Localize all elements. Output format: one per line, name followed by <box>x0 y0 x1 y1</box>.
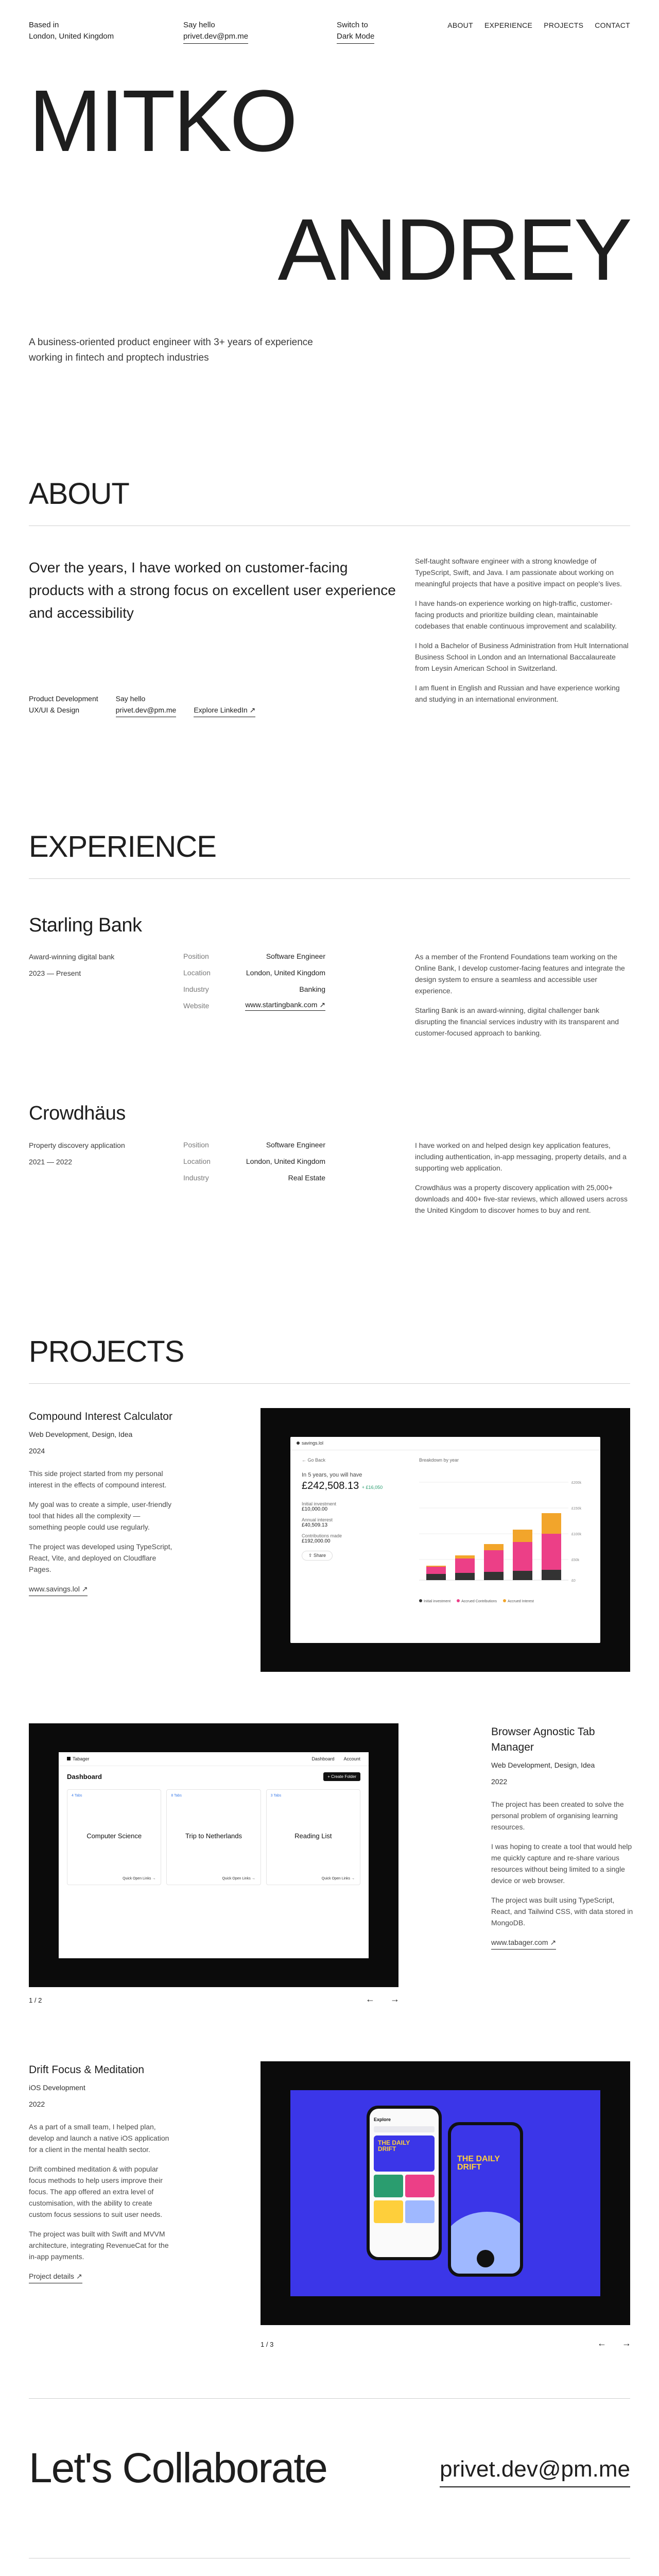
job-tagline: Property discovery application <box>29 1141 125 1149</box>
job-row-value: London, United Kingdom <box>246 1157 325 1165</box>
switch-label: Switch to <box>337 21 368 29</box>
carousel-prev-button[interactable] <box>366 1994 375 2005</box>
nav-experience[interactable]: EXPERIENCE <box>484 21 533 29</box>
calc-share-label: Share <box>314 1553 326 1558</box>
main-nav <box>447 20 630 31</box>
about-hello <box>116 693 177 717</box>
job-row-value: Real Estate <box>288 1174 325 1182</box>
project-paragraph: My goal was to create a simple, user-friendly tool that hides all the complexity — something people could use regularly. <box>29 1500 171 1531</box>
calc-share-button <box>302 1551 333 1561</box>
nav-about[interactable]: ABOUT <box>447 21 473 29</box>
arrow-right-icon: → <box>390 1994 400 2004</box>
project-screenshot-tabager[interactable] <box>29 1723 398 1987</box>
legend-label: Accrued Interest <box>508 1600 534 1603</box>
calc-axis-labels <box>571 1481 582 1583</box>
tabager-title: Dashboard <box>67 1773 102 1781</box>
job-row-value: Software Engineer <box>266 1141 325 1149</box>
drift-tile <box>405 2175 435 2197</box>
legend-item <box>457 1599 497 1603</box>
folder-tag: 4 Tabs <box>72 1794 82 1798</box>
project-title: Drift Focus & Meditation <box>29 2064 145 2076</box>
drift-hero-line: THE DAILY <box>457 2155 500 2163</box>
about-paragraph: Self-taught software engineer with a strong knowledge of TypeScript, Swift, and Java. I am passionate about working on meaningful projects that have a positive impact on people's lives. <box>415 557 622 588</box>
hello-label: Say hello <box>183 21 215 29</box>
project-paragraph: The project has been created to solve the personal problem of organising learning resources. <box>491 1800 624 1831</box>
about-meta <box>29 693 255 717</box>
location-label: Based in <box>29 21 59 29</box>
about-title: ABOUT <box>29 477 129 511</box>
calc-bar-segment <box>484 1544 504 1550</box>
project-paragraph: This side project started from my personal interest in the effects of compound interest. <box>29 1469 167 1489</box>
drift-tile <box>374 2200 403 2223</box>
folder-tag: 8 Tabs <box>171 1794 182 1798</box>
carousel-next-button[interactable] <box>390 1994 400 2005</box>
theme-switch <box>337 20 374 44</box>
project-meta: iOS Development <box>29 2083 85 2092</box>
legend-label: Accrued Contributions <box>461 1600 497 1603</box>
job-details <box>183 948 325 1014</box>
location-value: London, United Kingdom <box>29 32 114 41</box>
folder-card <box>166 1789 261 1885</box>
job-description <box>415 1140 631 1224</box>
job-row-key: Website <box>183 1002 210 1010</box>
calc-bar-segment <box>542 1570 561 1580</box>
project-meta: Web Development, Design, Idea <box>491 1761 595 1769</box>
hello-email-link[interactable]: privet.dev@pm.me <box>183 31 248 44</box>
calc-field <box>302 1533 405 1544</box>
drift-hero-line: DRIFT <box>457 2163 482 2172</box>
tabager-nav <box>311 1756 360 1761</box>
phone-screen <box>451 2125 520 2274</box>
folder-quick-open: Quick Open Links → <box>222 1877 255 1880</box>
tabager-app <box>59 1752 369 1958</box>
calc-bar-segment <box>513 1571 532 1580</box>
legend-dot <box>457 1599 460 1602</box>
job-tagline: Award-winning digital bank <box>29 953 115 961</box>
share-icon: ⇪ <box>308 1553 314 1558</box>
job-row <box>183 948 325 964</box>
axis-tick: £150k <box>571 1507 582 1511</box>
calc-bar-segment <box>484 1550 504 1572</box>
nav-projects[interactable]: PROJECTS <box>544 21 584 29</box>
project-info <box>29 2062 173 2283</box>
tabager-nav-item: Account <box>343 1756 360 1761</box>
drift-tiles <box>374 2175 435 2197</box>
calc-bar-segment <box>426 1566 446 1567</box>
drift-banner <box>374 2136 435 2172</box>
job-summary <box>29 1140 125 1167</box>
calc-panel <box>302 1458 405 1561</box>
hero-first-name: MITKO <box>29 72 296 170</box>
linkedin-link[interactable]: Explore LinkedIn ↗ <box>194 704 255 717</box>
calc-logo-icon <box>297 1442 300 1445</box>
hero-last-name: ANDREY <box>278 201 630 299</box>
legend-label: Initial investment <box>424 1600 451 1603</box>
nav-contact[interactable]: CONTACT <box>595 21 630 29</box>
project-paragraph: Drift combined meditation & with popular focus methods to help users improve their focus. The app offered an extra level of customisation, with the ability to create custom focus sessions to suit user needs. <box>29 2165 163 2218</box>
drift-search <box>374 2126 435 2132</box>
project-screenshot-drift[interactable] <box>261 2061 630 2325</box>
job-paragraph: As a member of the Frontend Foundations team working on the Online Bank, I develop customer-facing features and integrate the design system to ensure a seamless and accessible user experience. <box>415 953 625 995</box>
calc-field-label: Contributions made <box>302 1533 342 1538</box>
calc-bar-segment <box>484 1572 504 1580</box>
calculator-app <box>290 1437 600 1643</box>
folder-name: Computer Science <box>86 1832 142 1840</box>
job-paragraph: Crowdhäus was a property discovery application with 25,000+ downloads and 400+ five-star reviews, which allowed users across the United Kingdom to discover homes to buy and rent. <box>415 1183 628 1214</box>
job-period: 2021 — 2022 <box>29 1158 73 1166</box>
project-link[interactable]: Project details ↗ <box>29 2270 82 2283</box>
calc-amount-value: £242,508.13 <box>302 1480 359 1492</box>
job-row <box>183 1170 325 1186</box>
experience-divider <box>29 878 630 879</box>
axis-tick: £50k <box>571 1558 580 1562</box>
job-row-key: Position <box>183 1141 209 1149</box>
project-paragraph: I was hoping to create a tool that would help me quickly capture and re-share various resources without being limited to a single device or web browser. <box>491 1842 632 1885</box>
legend-item <box>419 1599 450 1603</box>
legend-item <box>503 1599 534 1603</box>
job-company: Crowdhäus <box>29 1103 126 1124</box>
collab-title: Let's Collaborate <box>29 2445 327 2492</box>
calc-bar-segment <box>455 1558 475 1573</box>
hero-subtitle: A business-oriented product engineer with 3+ years of experience working in fintech and proptech industries <box>29 337 313 363</box>
job-row-key: Location <box>183 1157 211 1165</box>
project-meta: Web Development, Design, Idea <box>29 1430 133 1438</box>
about-hello-label: Say hello <box>115 694 146 703</box>
about-linkedin-wrap <box>194 693 255 717</box>
drift-banner-line: THE DAILY <box>378 2139 410 2146</box>
calc-bar-segment <box>455 1573 475 1580</box>
axis-tick: £0 <box>571 1579 576 1583</box>
tabager-folders <box>59 1787 369 1887</box>
job-row <box>183 997 325 1014</box>
drift-explore-title: Explore <box>374 2117 391 2122</box>
job-description <box>415 951 631 1047</box>
project-year: 2022 <box>29 2100 45 2108</box>
experience-title: EXPERIENCE <box>29 830 216 863</box>
project-year: 2024 <box>29 1447 45 1455</box>
job-row <box>183 964 325 981</box>
legend-dot <box>503 1599 506 1602</box>
calc-field-value: £40,509.13 <box>302 1522 328 1528</box>
project-title: Compound Interest Calculator <box>29 1411 172 1422</box>
job-row-key: Industry <box>183 985 209 993</box>
carousel-counter: 1 / 3 <box>261 2341 274 2348</box>
calc-field-label: Annual interest <box>302 1517 333 1522</box>
play-button-icon <box>477 2250 494 2267</box>
drift-banner-line: DRIFT <box>378 2145 396 2153</box>
calc-bar-segment <box>513 1530 532 1542</box>
arrow-right-icon: → <box>622 2338 631 2348</box>
about-email-link[interactable]: privet.dev@pm.me <box>116 704 177 717</box>
project-link[interactable]: www.savings.lol ↗ <box>29 1583 88 1596</box>
hello-block <box>183 20 248 44</box>
job-paragraph: I have worked on and helped design key application features, including authentication, in-app messaging, property details, and a supporting web application. <box>415 1141 627 1172</box>
folder-name: Trip to Netherlands <box>185 1832 242 1840</box>
carousel-controls <box>366 1994 400 2005</box>
project-paragraph: The project was built with Swift and MVVM architecture, integrating RevenueCat for the in-app payments. <box>29 2230 169 2261</box>
project-year: 2022 <box>491 1777 508 1786</box>
location-block <box>29 20 114 42</box>
calc-delta: + £16,050 <box>361 1485 383 1490</box>
calc-bar-chart <box>419 1467 589 1596</box>
project-info <box>491 1724 635 1950</box>
project-info <box>29 1409 173 1596</box>
carousel-next-button[interactable] <box>622 2338 631 2349</box>
carousel-counter: 1 / 2 <box>29 1996 42 2004</box>
projects-divider <box>29 1383 630 1384</box>
calc-field-value: £10,000.00 <box>302 1506 328 1512</box>
legend-dot <box>419 1599 422 1602</box>
calc-chart-panel <box>419 1458 589 1612</box>
calc-bar-segment <box>426 1574 446 1580</box>
calc-brand-label: savings.lol <box>302 1440 324 1446</box>
about-roles <box>29 693 98 717</box>
project-paragraph: The project was developed using TypeScript, React, Vite, and deployed on Cloudflare Pages. <box>29 1543 172 1573</box>
job-company: Starling Bank <box>29 914 142 936</box>
calc-field-label: Initial investment <box>302 1501 337 1506</box>
folder-tag: 3 Tabs <box>270 1794 282 1798</box>
tabager-header <box>59 1752 369 1766</box>
tabager-brand-label: Tabager <box>73 1756 90 1761</box>
folder-name: Reading List <box>294 1832 332 1840</box>
calc-bars <box>426 1513 561 1580</box>
project-link[interactable]: www.tabager.com ↗ <box>491 1937 556 1950</box>
drift-tile <box>374 2175 403 2197</box>
tabager-create-button: + Create Folder <box>323 1772 360 1781</box>
project-title: Browser Agnostic Tab Manager <box>491 1726 595 1753</box>
job-period: 2023 — Present <box>29 969 81 977</box>
dark-mode-toggle[interactable]: Dark Mode <box>337 31 374 44</box>
job-paragraph: Starling Bank is an award-winning, digital challenger bank disrupting the financial services industry with its transparent and customer-focused approach to banking. <box>415 1006 619 1037</box>
job-row-key: Location <box>183 969 211 977</box>
calc-chart-title: Breakdown by year <box>419 1458 459 1463</box>
job-row-value: London, United Kingdom <box>246 969 325 977</box>
folder-card <box>67 1789 161 1885</box>
job-row-key: Position <box>183 952 209 960</box>
project-paragraph: As a part of a small team, I helped plan, develop and launch a native iOS application for a client in the mental health sector. <box>29 2123 169 2154</box>
job-row-value: Software Engineer <box>266 952 325 960</box>
calc-bar-segment <box>426 1567 446 1574</box>
drift-tiles <box>374 2200 435 2223</box>
role-item: UX/UI & Design <box>29 706 80 714</box>
drift-backdrop <box>290 2090 600 2296</box>
calc-brand <box>290 1437 600 1450</box>
role-item: Product Development <box>29 694 98 703</box>
calc-field <box>302 1501 405 1512</box>
carousel-controls <box>597 2338 631 2349</box>
calc-field <box>302 1517 405 1528</box>
project-screenshot-calculator[interactable] <box>261 1408 630 1672</box>
axis-tick: £200k <box>571 1481 582 1485</box>
folder-quick-open: Quick Open Links → <box>321 1877 355 1880</box>
tabager-nav-item: Dashboard <box>311 1756 335 1761</box>
project-paragraph: The project was built using TypeScript, React, and Tailwind CSS, with data stored in MongoDB. <box>491 1896 633 1927</box>
page-root <box>0 0 659 57</box>
axis-tick: £100k <box>571 1533 582 1536</box>
top-bar <box>29 0 630 57</box>
calc-bar-segment <box>513 1542 532 1571</box>
about-lead: Over the years, I have worked on customer-facing products with a strong focus on excellent user experience and accessibility <box>29 560 396 621</box>
tabager-logo-icon <box>67 1757 71 1760</box>
projects-title: PROJECTS <box>29 1335 184 1368</box>
folder-quick-open: Quick Open Links → <box>123 1877 156 1880</box>
tabager-brand <box>67 1756 90 1761</box>
job-row <box>183 1137 325 1153</box>
job-row-key: Industry <box>183 1174 209 1182</box>
calc-bar-segment <box>542 1534 561 1570</box>
calc-amount <box>302 1480 405 1492</box>
calc-headline: In 5 years, you will have <box>302 1472 362 1478</box>
job-row-value: Banking <box>299 985 325 993</box>
drift-hero-text <box>457 2155 500 2172</box>
phone-screen <box>370 2109 439 2257</box>
calc-fields <box>302 1501 405 1544</box>
calc-bar-segment <box>455 1555 475 1558</box>
calc-legend <box>419 1599 589 1603</box>
about-paragraph: I hold a Bachelor of Business Administration from Hult International Business School in London and an International Baccalaureate from Leysin American School in Switzerland. <box>415 641 629 672</box>
tabager-toolbar <box>59 1766 369 1787</box>
about-paragraph: I have hands-on experience working on high-traffic, customer-facing products and prioritize building clean, maintainable codebases that enable continuous improvement and scalability. <box>415 599 617 630</box>
phone-mockup <box>448 2122 523 2277</box>
carousel-prev-button[interactable] <box>597 2338 606 2349</box>
job-row <box>183 1153 325 1170</box>
drift-tile <box>405 2200 435 2223</box>
calc-bar-segment <box>542 1513 561 1534</box>
job-details <box>183 1137 325 1186</box>
calc-field-value: £192,000.00 <box>302 1538 331 1544</box>
collab-divider <box>29 2398 630 2399</box>
job-summary <box>29 951 114 979</box>
job-row <box>183 981 325 997</box>
about-paragraph: I am fluent in English and Russian and have experience working and studying in an international environment. <box>415 684 620 703</box>
arrow-left-icon: ← <box>366 1994 375 2004</box>
calc-back-link: ← Go Back <box>302 1458 326 1463</box>
phone-mockup <box>367 2106 442 2260</box>
starling-website-link[interactable]: www.startingbank.com ↗ <box>245 1001 325 1011</box>
folder-card <box>266 1789 360 1885</box>
collab-email-link[interactable]: privet.dev@pm.me <box>440 2456 630 2487</box>
arrow-left-icon: ← <box>597 2338 606 2348</box>
about-paragraphs <box>415 555 631 713</box>
